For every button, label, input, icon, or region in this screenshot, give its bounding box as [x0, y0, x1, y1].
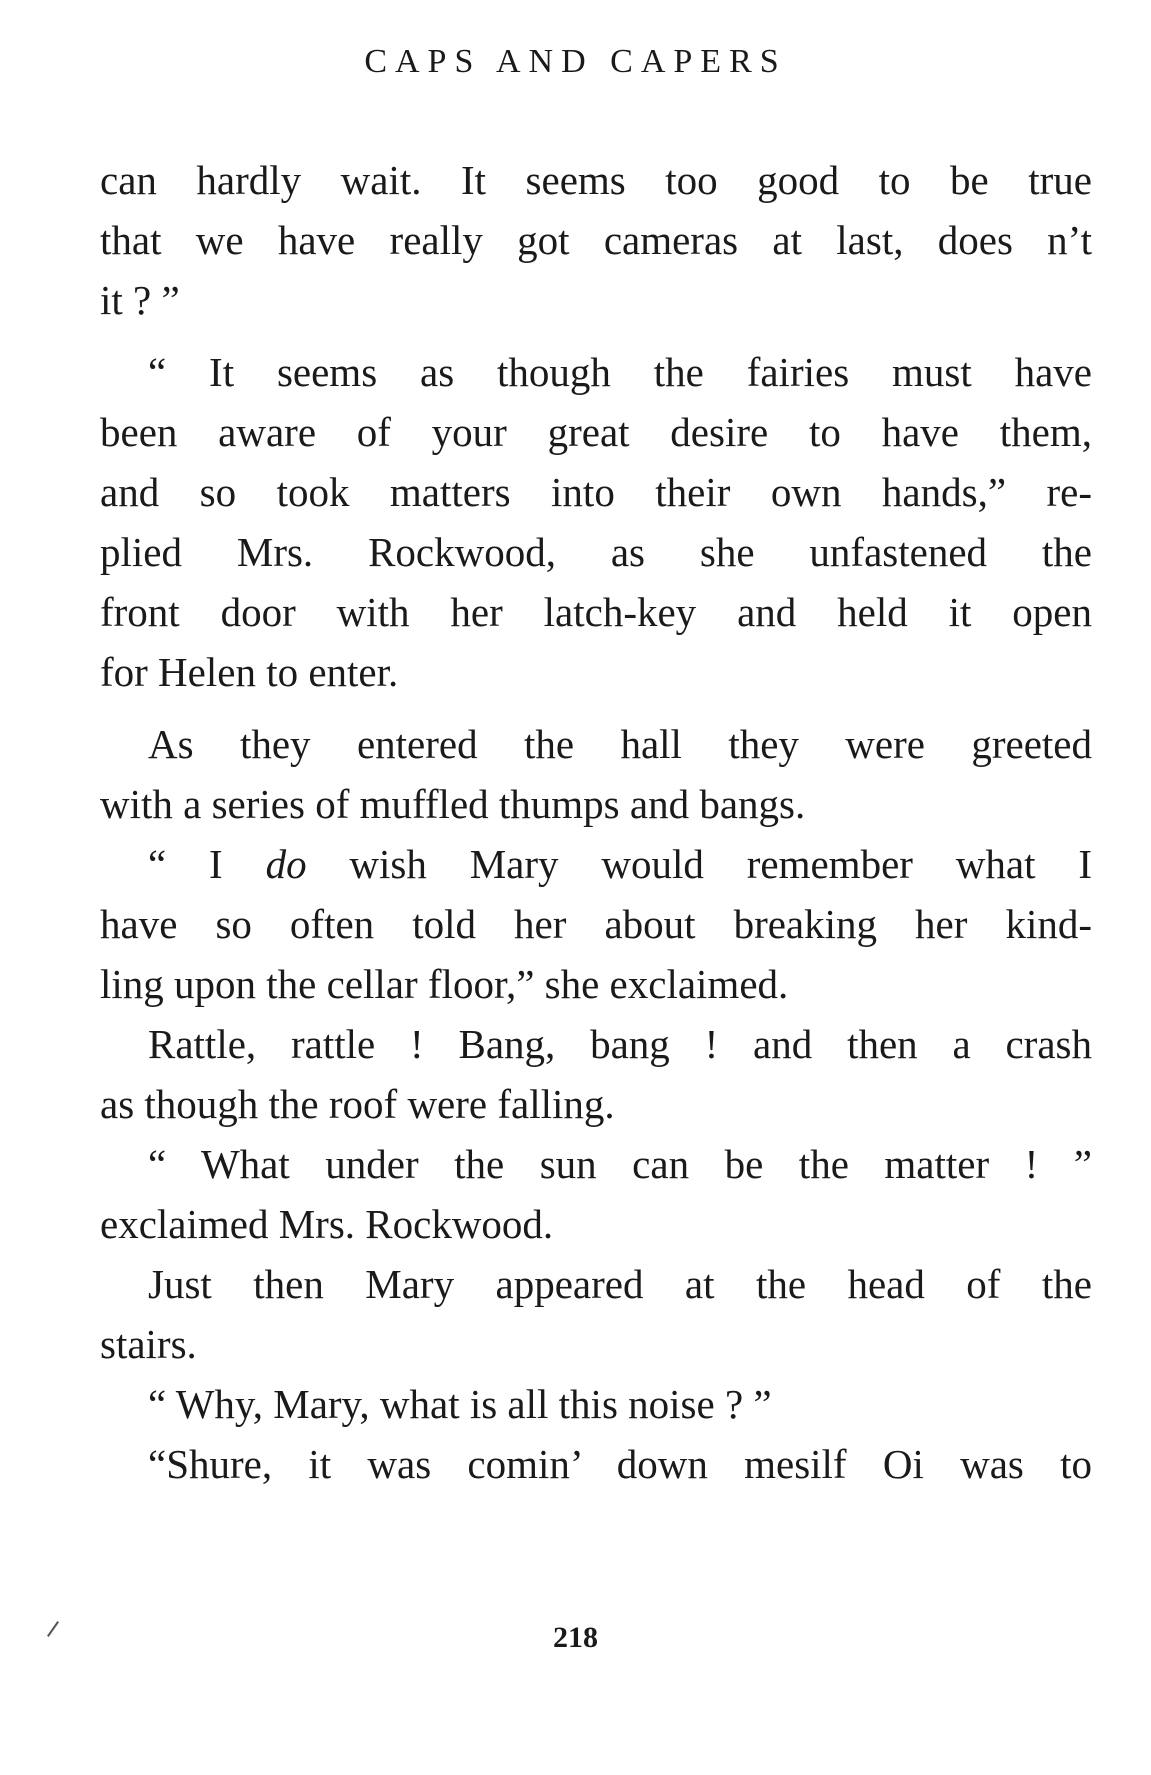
text-line: “ Why, Mary, what is all this noise ? ” — [148, 1381, 772, 1427]
text-line: Just then Mary appeared at the head of the — [148, 1261, 1092, 1307]
text-line: “ I do wish Mary would remember what I — [148, 841, 1092, 887]
text-line: have so often told her about breaking her kind- — [100, 901, 1092, 947]
text-line: as though the roof were falling. — [100, 1081, 615, 1127]
text-line: it ? ” — [100, 277, 180, 323]
text-line: stairs. — [100, 1321, 197, 1367]
text-line: Rattle, rattle ! Bang, bang ! and then a crash — [148, 1021, 1092, 1067]
text-line: plied Mrs. Rockwood, as she unfastened the — [100, 529, 1092, 575]
text-line: “ What under the sun can be the matter ! ” — [148, 1141, 1092, 1187]
body-text — [100, 150, 1092, 1494]
text-line: for Helen to enter. — [100, 649, 399, 695]
text-line: with a series of muffled thumps and bangs. — [100, 781, 806, 827]
text-line: can hardly wait. It seems too good to be true — [100, 157, 1092, 203]
text-line: “ It seems as though the fairies must have — [148, 349, 1092, 395]
text-line: exclaimed Mrs. Rockwood. — [100, 1201, 554, 1247]
running-head: CAPS AND CAPERS — [364, 43, 787, 80]
text-line: front door with her latch-key and held it open — [100, 589, 1092, 635]
emphasis: do — [265, 841, 307, 887]
text-line: ling upon the cellar floor,” she exclaimed. — [100, 961, 789, 1007]
text-line: “Shure, it was comin’ down mesilf Oi was to — [148, 1441, 1092, 1487]
text-line: As they entered the hall they were greeted — [148, 721, 1092, 767]
text-line: that we have really got cameras at last, does n’t — [100, 217, 1092, 263]
text-line: been aware of your great desire to have them, — [100, 409, 1092, 455]
text-line: and so took matters into their own hands,” re- — [100, 469, 1092, 515]
page-number: 218 — [553, 1621, 598, 1654]
